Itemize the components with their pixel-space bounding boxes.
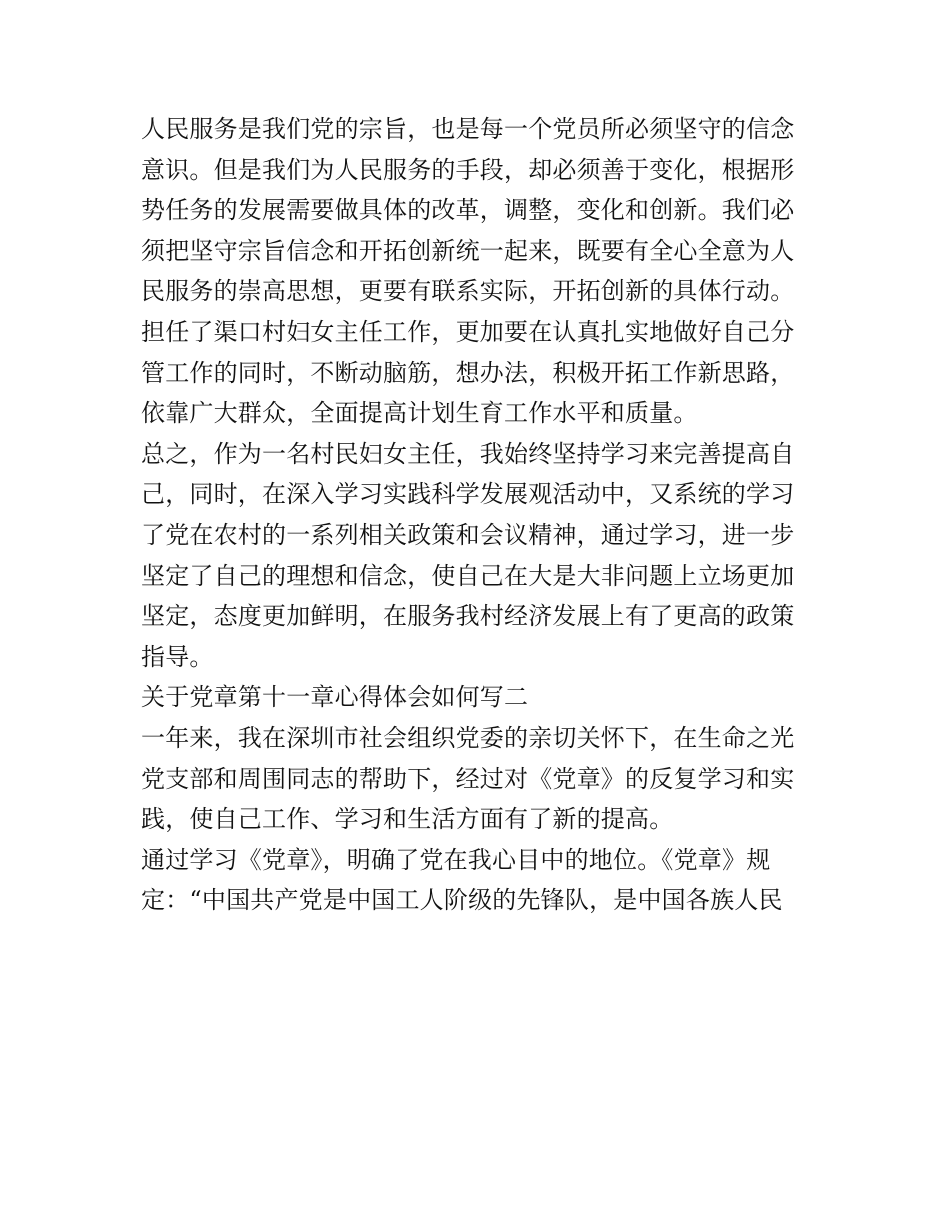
text-line: 须把坚守宗旨信念和开拓创新统一起来，既要有全心全意为人 xyxy=(141,236,795,265)
text-line: 坚定，态度更加鲜明，在服务我村经济发展上有了更高的政策 xyxy=(141,602,795,631)
text-line: 指导。 xyxy=(141,642,214,671)
text-line: 通过学习《党章》，明确了党在我心目中的地位。《党章》规 xyxy=(141,845,771,874)
text-line: 定：“中国共产党是中国工人阶级的先锋队，是中国各族人民 xyxy=(141,886,783,915)
text-line: 一年来，我在深圳市社会组织党委的亲切关怀下，在生命之光 xyxy=(141,723,795,752)
text-line: 管工作的同时，不断动脑筋，想办法，积极开拓工作新思路， xyxy=(141,358,795,387)
section-heading: 关于党章第十一章心得体会如何写二 xyxy=(141,683,529,712)
document-body xyxy=(141,109,821,921)
text-line: 意识。但是我们为人民服务的手段，却必须善于变化，根据形 xyxy=(141,155,795,184)
text-line: 依靠广大群众，全面提高计划生育工作水平和质量。 xyxy=(141,399,698,428)
text-line: 了党在农村的一系列相关政策和会议精神，通过学习，进一步 xyxy=(141,520,795,549)
text-line: 践，使自己工作、学习和生活方面有了新的提高。 xyxy=(141,805,674,834)
text-line: 民服务的崇高思想，更要有联系实际，开拓创新的具体行动。 xyxy=(141,277,795,306)
text-line: 坚定了自己的理想和信念，使自己在大是大非问题上立场更加 xyxy=(141,561,795,590)
text-line: 担任了渠口村妇女主任工作，更加要在认真扎实地做好自己分 xyxy=(141,317,795,346)
text-line: 人民服务是我们党的宗旨，也是每一个党员所必须坚守的信念 xyxy=(141,115,795,143)
text-line: 党支部和周围同志的帮助下，经过对《党章》的反复学习和实 xyxy=(141,764,795,793)
text-line: 己，同时，在深入学习实践科学发展观活动中，又系统的学习 xyxy=(141,480,795,509)
text-line: 势任务的发展需要做具体的改革，调整，变化和创新。我们必 xyxy=(141,196,795,225)
text-line: 总之，作为一名村民妇女主任，我始终坚持学习来完善提高自 xyxy=(141,439,795,468)
